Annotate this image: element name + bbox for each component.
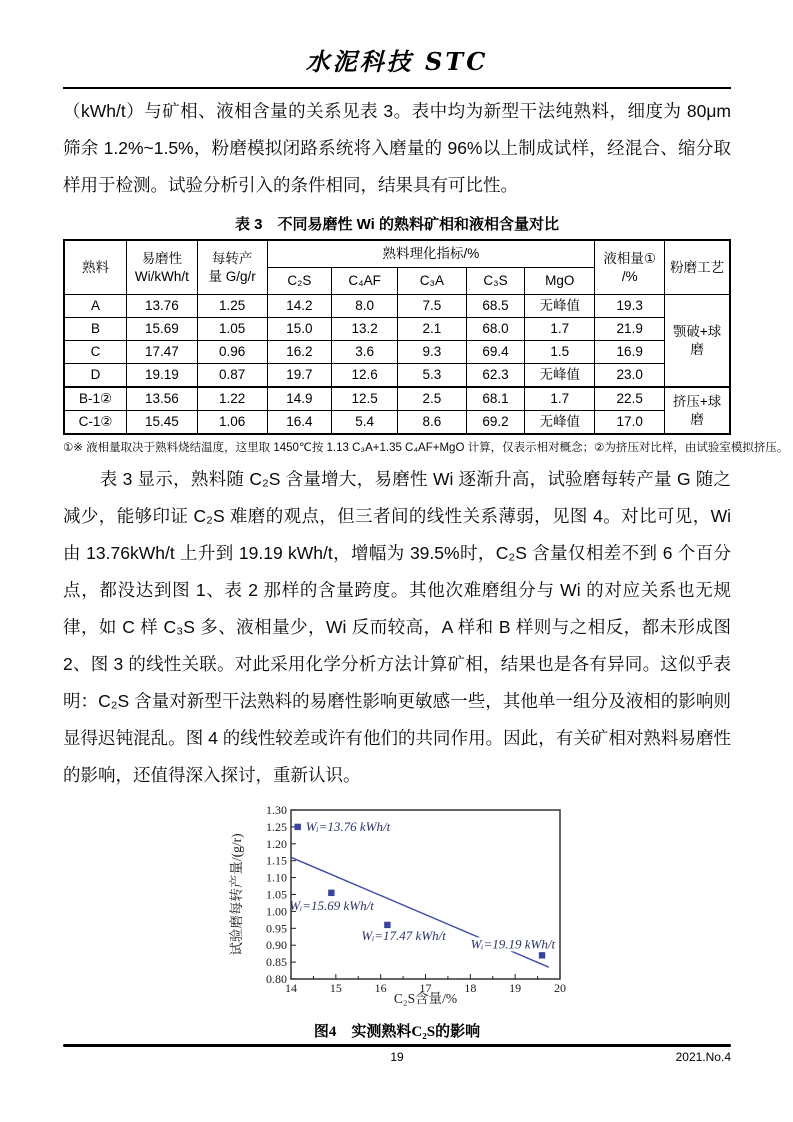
data-table	[63, 239, 731, 435]
table-cell: 17.47	[127, 341, 198, 364]
col-header-mgo: MgO	[525, 268, 595, 295]
journal-title: 水泥科技 STC	[305, 47, 489, 76]
svg-text:0.95: 0.95	[266, 921, 287, 936]
col-header-c3s: C₃S	[466, 268, 525, 295]
table-cell: 14.2	[267, 295, 332, 318]
table-cell: 69.4	[466, 341, 525, 364]
svg-text:C₂S含量/%: C₂S含量/%	[393, 991, 458, 1006]
footer-rule	[63, 1044, 731, 1047]
table-cell: 0.96	[197, 341, 267, 364]
table-cell: 21.9	[595, 318, 665, 341]
table-cell: 13.76	[127, 295, 198, 318]
table-cell: 68.0	[466, 318, 525, 341]
svg-text:Wᵢ=13.76 kWh/t: Wᵢ=13.76 kWh/t	[305, 818, 391, 834]
table-cell: 13.56	[127, 387, 198, 411]
table-row	[64, 295, 730, 318]
page-header	[63, 44, 731, 89]
figure-4	[63, 802, 731, 1041]
table-cell: 7.5	[398, 295, 467, 318]
page-number: 19	[390, 1050, 404, 1064]
svg-text:16: 16	[374, 981, 387, 995]
table-cell: 19.7	[267, 364, 332, 388]
table-cell: 5.4	[332, 411, 398, 435]
col-header-phase-group: 熟料理化指标/%	[267, 240, 595, 268]
table-cell: 2.1	[398, 318, 467, 341]
table-cell: 69.2	[466, 411, 525, 435]
col-header-c2s: C₂S	[267, 268, 332, 295]
svg-text:1.25: 1.25	[266, 819, 287, 834]
table-cell-process: 挤压+球磨	[665, 387, 730, 434]
svg-text:14: 14	[285, 981, 297, 995]
paragraph-1: （kWh/t）与矿相、液相含量的关系见表 3。表中均为新型干法纯熟料，细度为 80μm 筛余 1.2%~1.5%，粉磨模拟闭路系统将入磨量的 96%以上制成试样，经混合、缩分取样用于检测。试验分析引入的条件相同，结果具有可比性。	[63, 101, 731, 195]
issue-label: 2021.No.4	[675, 1050, 731, 1064]
table-cell: B-1②	[64, 387, 127, 411]
table-cell: 1.06	[197, 411, 267, 435]
table-cell: 0.87	[197, 364, 267, 388]
table-cell: 68.1	[466, 387, 525, 411]
table-cell: 1.7	[525, 387, 595, 411]
table-cell: 15.45	[127, 411, 198, 435]
table-header-row-1	[64, 240, 730, 268]
table-cell: 62.3	[466, 364, 525, 388]
table-cell: 无峰值	[525, 411, 595, 435]
svg-text:Wᵢ=19.19 kWh/t: Wᵢ=19.19 kWh/t	[470, 936, 556, 952]
table-cell: 8.0	[332, 295, 398, 318]
svg-text:1.10: 1.10	[266, 870, 287, 885]
svg-text:19: 19	[509, 981, 522, 995]
col-header-clinker: 熟料	[64, 240, 127, 295]
figure-caption: 图4 实测熟料C₂S的影响	[313, 1024, 481, 1040]
svg-text:1.00: 1.00	[266, 904, 287, 919]
svg-text:1.30: 1.30	[266, 803, 287, 817]
paragraph-2: 表 3 显示，熟料随 C₂S 含量增大，易磨性 Wi 逐渐升高，试验磨每转产量 G 随之减少，能够印证 C₂S 难磨的观点，但三者间的线性关系薄弱，见图 4。对比可见，Wi 由 13.76kWh/t 上升到 19.19 kWh/t，增幅为 39.5%时，C₂S 含量仅相差不到 6 个百分点，都没达到图 1、表 2 那样的含量跨度。其他次难磨组分与 Wi 的对应关系也无规律，如 C 样 C₃S 多、液相量少，Wi 反而较高，A 样和 B 样则与之相反，都未形成图 2、图 3 的线性关联。对此采用化学分析方法计算矿相，结果也是各有异同。这似乎表明：C₂S 含量对新型干法熟料的易磨性影响更敏感一些，其他单一组分及液相的影响则显得迟钝混乱。图 4 的线性较差或许有他们的共同作用。因此，有关矿相对熟料易磨性的影响，还值得深入探讨，重新认识。	[63, 469, 731, 785]
header-rule	[63, 87, 731, 89]
col-header-c4af: C₄AF	[332, 268, 398, 295]
table-cell: B	[64, 318, 127, 341]
table-title: 表 3 不同易磨性 Wi 的熟料矿相和液相含量对比	[234, 216, 560, 233]
svg-text:0.85: 0.85	[266, 955, 287, 970]
table-cell: 1.05	[197, 318, 267, 341]
table-cell: 19.19	[127, 364, 198, 388]
table-cell: 13.2	[332, 318, 398, 341]
table-cell: 16.9	[595, 341, 665, 364]
table-cell: 16.4	[267, 411, 332, 435]
table-cell: 9.3	[398, 341, 467, 364]
col-header-output-per-rev: 每转产 量 G/g/r	[197, 240, 267, 295]
table-cell: 3.6	[332, 341, 398, 364]
table-row	[64, 318, 730, 341]
table-cell: C	[64, 341, 127, 364]
svg-text:试验磨每转产量/(g/r): 试验磨每转产量/(g/r)	[229, 833, 244, 956]
table-cell: 17.0	[595, 411, 665, 435]
svg-text:17: 17	[419, 981, 432, 995]
table-cell: 15.69	[127, 318, 198, 341]
table-cell: D	[64, 364, 127, 388]
table-cell: 16.2	[267, 341, 332, 364]
table-cell: 2.5	[398, 387, 467, 411]
svg-text:Wᵢ=17.47 kWh/t: Wᵢ=17.47 kWh/t	[361, 927, 446, 943]
table-cell: 8.6	[398, 411, 467, 435]
table-body	[64, 295, 730, 435]
table-cell: 无峰值	[525, 295, 595, 318]
table-cell: 68.5	[466, 295, 525, 318]
table-cell: 5.3	[398, 364, 467, 388]
svg-text:0.80: 0.80	[266, 972, 287, 986]
svg-text:1.20: 1.20	[266, 836, 287, 851]
table-cell: 1.7	[525, 318, 595, 341]
col-header-process: 粉磨工艺	[665, 240, 730, 295]
table-cell: C-1②	[64, 411, 127, 435]
svg-text:20: 20	[554, 981, 566, 995]
table-cell: 12.5	[332, 387, 398, 411]
svg-text:0.90: 0.90	[266, 938, 287, 953]
svg-text:Wᵢ=15.69 kWh/t: Wᵢ=15.69 kWh/t	[289, 897, 374, 913]
table-cell: 22.5	[595, 387, 665, 411]
table-cell: 15.0	[267, 318, 332, 341]
table-row	[64, 364, 730, 388]
table-row	[64, 387, 730, 411]
page-footer	[63, 1044, 731, 1070]
table-cell-process: 颚破+球磨	[665, 295, 730, 388]
table-row	[64, 341, 730, 364]
table-cell: 1.22	[197, 387, 267, 411]
table-cell: A	[64, 295, 127, 318]
table-cell: 无峰值	[525, 364, 595, 388]
figure-4-chart	[229, 802, 579, 1007]
svg-text:18: 18	[464, 981, 477, 995]
table-cell: 23.0	[595, 364, 665, 388]
svg-text:15: 15	[329, 981, 342, 995]
table-row	[64, 411, 730, 435]
col-header-grindability: 易磨性 Wi/kWh/t	[127, 240, 198, 295]
table-footnote: ①※ 液相量取决于熟料烧结温度，这里取 1450℃按 1.13 C₃A+1.35 C₄AF+MgO 计算，仅表示相对概念；②为挤压对比样，由试验室模拟挤压。	[63, 442, 789, 454]
table-cell: 12.6	[332, 364, 398, 388]
table-cell: 14.9	[267, 387, 332, 411]
svg-text:1.05: 1.05	[266, 887, 287, 902]
table-cell: 1.5	[525, 341, 595, 364]
col-header-liquid-phase: 液相量① /%	[595, 240, 665, 295]
footer-row	[63, 1050, 731, 1070]
table-cell: 1.25	[197, 295, 267, 318]
table-cell: 19.3	[595, 295, 665, 318]
svg-text:1.15: 1.15	[266, 853, 287, 868]
col-header-c3a: C₃A	[398, 268, 467, 295]
